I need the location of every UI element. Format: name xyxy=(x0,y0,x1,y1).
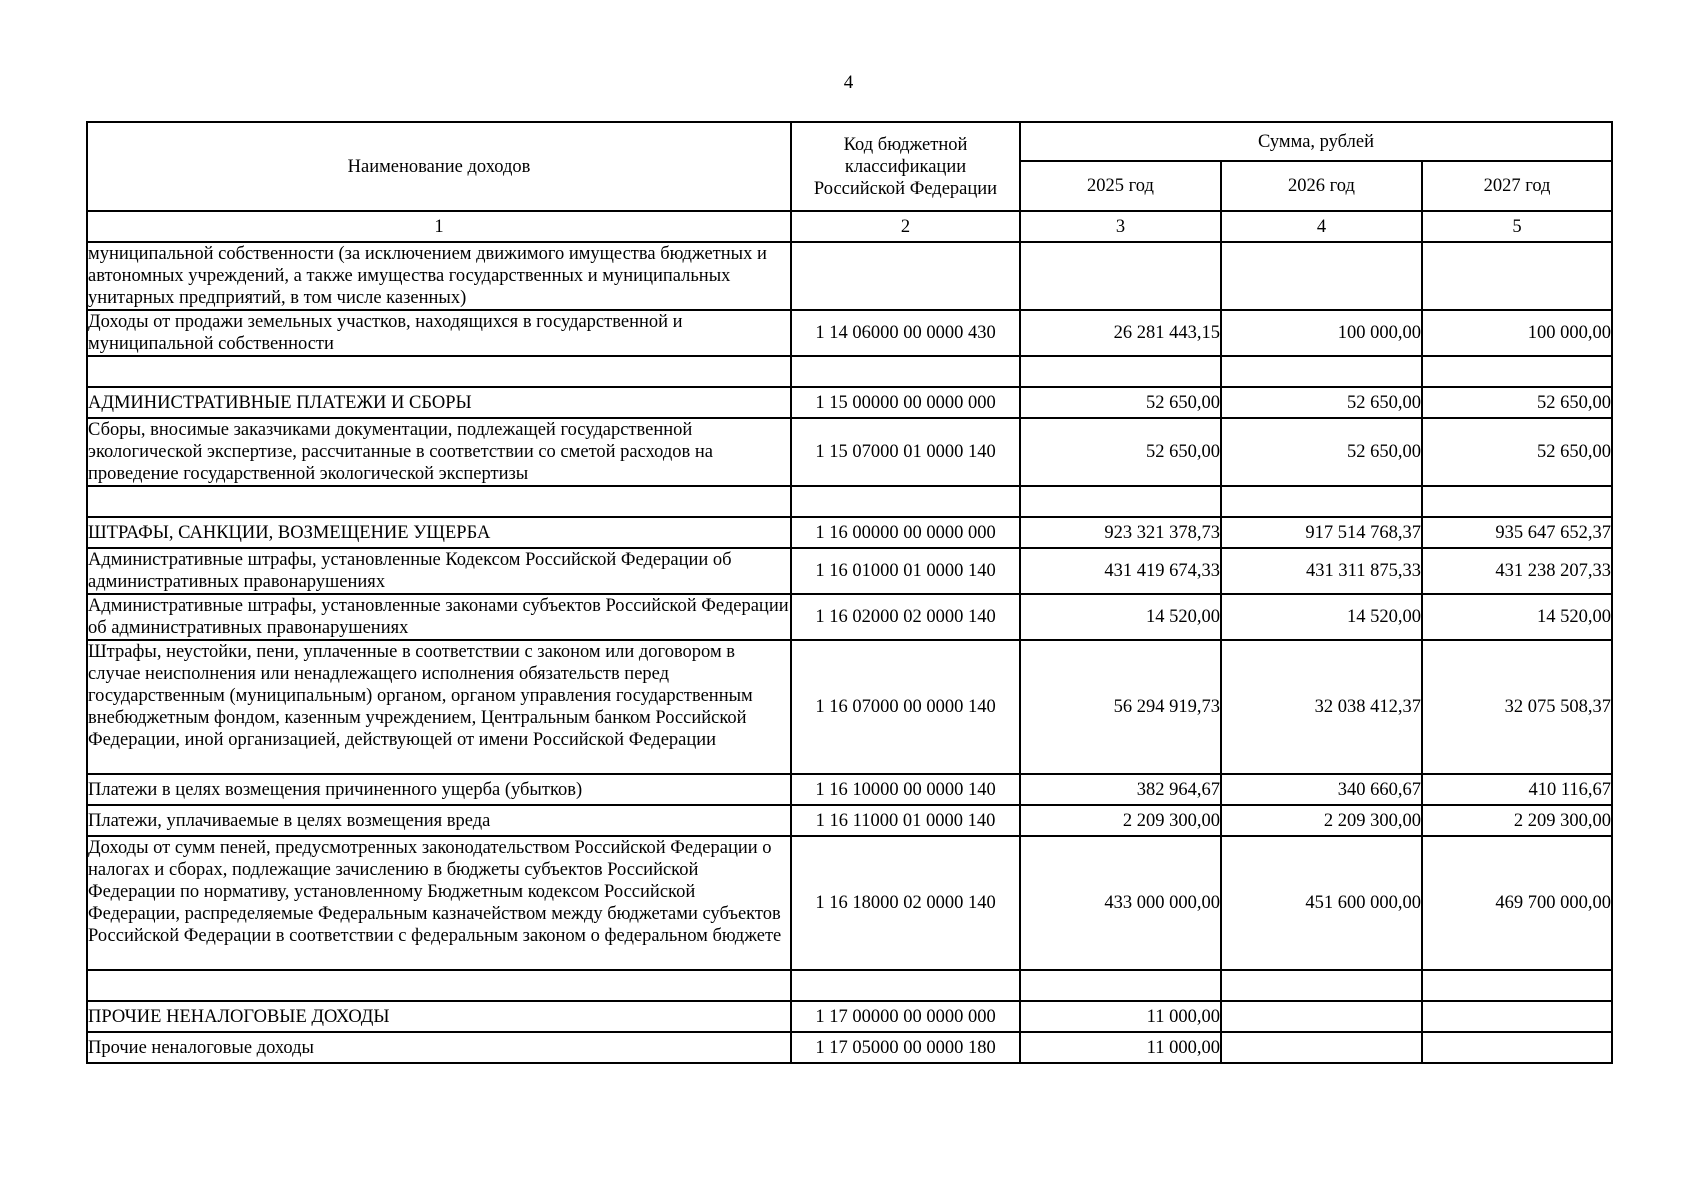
table-row xyxy=(87,310,1612,356)
amount-2027: 469 700 000,00 xyxy=(1422,836,1612,970)
amount-2025: 431 419 674,33 xyxy=(1020,548,1221,594)
amount-2027: 100 000,00 xyxy=(1422,310,1612,356)
table-row xyxy=(87,594,1612,640)
amount-2027 xyxy=(1422,1032,1612,1063)
amount-2025: 52 650,00 xyxy=(1020,387,1221,418)
amount-2026 xyxy=(1221,1001,1422,1032)
budget-code: 1 16 11000 01 0000 140 xyxy=(791,805,1020,836)
amount-2026: 917 514 768,37 xyxy=(1221,517,1422,548)
amount-2026 xyxy=(1221,1032,1422,1063)
budget-code: 1 16 07000 00 0000 140 xyxy=(791,640,1020,774)
amount-2027: 14 520,00 xyxy=(1422,594,1612,640)
table-row xyxy=(87,418,1612,486)
section-name: ШТРАФЫ, САНКЦИИ, ВОЗМЕЩЕНИЕ УЩЕРБА xyxy=(87,517,791,548)
table-row xyxy=(87,242,1612,310)
amount-2026: 2 209 300,00 xyxy=(1221,805,1422,836)
amount-2025: 56 294 919,73 xyxy=(1020,640,1221,774)
section-row xyxy=(87,387,1612,418)
header-sum: Сумма, рублей xyxy=(1020,122,1612,161)
amount-2025: 2 209 300,00 xyxy=(1020,805,1221,836)
amount-2026: 32 038 412,37 xyxy=(1221,640,1422,774)
revenue-name: Административные штрафы, установленные законами субъектов Российской Федерации об административных правонарушениях xyxy=(87,594,791,640)
budget-code xyxy=(791,242,1020,310)
table-row xyxy=(87,774,1612,805)
budget-code: 1 15 07000 01 0000 140 xyxy=(791,418,1020,486)
budget-code: 1 16 10000 00 0000 140 xyxy=(791,774,1020,805)
table-row xyxy=(87,805,1612,836)
amount-2026: 431 311 875,33 xyxy=(1221,548,1422,594)
revenue-name: Платежи, уплачиваемые в целях возмещения вреда xyxy=(87,805,791,836)
amount-2025: 26 281 443,15 xyxy=(1020,310,1221,356)
column-number: 2 xyxy=(791,211,1020,242)
budget-code: 1 16 02000 02 0000 140 xyxy=(791,594,1020,640)
blank-row xyxy=(87,356,1612,387)
amount-2027 xyxy=(1422,242,1612,310)
section-name: АДМИНИСТРАТИВНЫЕ ПЛАТЕЖИ И СБОРЫ xyxy=(87,387,791,418)
amount-2027: 32 075 508,37 xyxy=(1422,640,1612,774)
amount-2025: 11 000,00 xyxy=(1020,1032,1221,1063)
amount-2025: 382 964,67 xyxy=(1020,774,1221,805)
budget-code: 1 17 05000 00 0000 180 xyxy=(791,1032,1020,1063)
revenue-name: муниципальной собственности (за исключением движимого имущества бюджетных и автономных учреждений, а также имущества государственных и муниципальных унитарных предприятий, в том числе казенных) xyxy=(87,242,791,310)
revenue-name: Доходы от сумм пеней, предусмотренных законодательством Российской Федерации о налогах и сборах, подлежащие зачислению в бюджеты субъектов Российской Федерации по нормативу, установленному Бюджетным кодексом Российской Федерации, распределяемые Федеральным казначейством между бюджетами субъектов Российской Федерации в соответствии с федеральным законом о федеральном бюджете xyxy=(87,836,791,970)
amount-2027: 2 209 300,00 xyxy=(1422,805,1612,836)
revenue-name: Административные штрафы, установленные Кодексом Российской Федерации об административных правонарушениях xyxy=(87,548,791,594)
amount-2027: 935 647 652,37 xyxy=(1422,517,1612,548)
header-year-2025: 2025 год xyxy=(1020,161,1221,211)
table-row xyxy=(87,548,1612,594)
amount-2026 xyxy=(1221,242,1422,310)
amount-2026: 14 520,00 xyxy=(1221,594,1422,640)
table-row xyxy=(87,836,1612,970)
amount-2027: 410 116,67 xyxy=(1422,774,1612,805)
header-name: Наименование доходов xyxy=(87,122,791,211)
revenue-name: Доходы от продажи земельных участков, находящихся в государственной и муниципальной собственности xyxy=(87,310,791,356)
section-name: ПРОЧИЕ НЕНАЛОГОВЫЕ ДОХОДЫ xyxy=(87,1001,791,1032)
amount-2026: 340 660,67 xyxy=(1221,774,1422,805)
header-code: Код бюджетной классификации Российской Федерации xyxy=(791,122,1020,211)
amount-2027: 52 650,00 xyxy=(1422,418,1612,486)
column-number: 1 xyxy=(87,211,791,242)
amount-2026: 451 600 000,00 xyxy=(1221,836,1422,970)
column-number: 4 xyxy=(1221,211,1422,242)
budget-code: 1 16 01000 01 0000 140 xyxy=(791,548,1020,594)
header-year-2026: 2026 год xyxy=(1221,161,1422,211)
revenue-name: Сборы, вносимые заказчиками документации, подлежащей государственной экологической экспертизе, рассчитанные в соответствии со сметой расходов на проведение государственной экологической экспертизы xyxy=(87,418,791,486)
revenue-name: Прочие неналоговые доходы xyxy=(87,1032,791,1063)
blank-row xyxy=(87,970,1612,1001)
amount-2025: 433 000 000,00 xyxy=(1020,836,1221,970)
column-number: 3 xyxy=(1020,211,1221,242)
revenue-table xyxy=(86,121,1613,1064)
amount-2027: 52 650,00 xyxy=(1422,387,1612,418)
header-year-2027: 2027 год xyxy=(1422,161,1612,211)
section-row xyxy=(87,517,1612,548)
amount-2025: 923 321 378,73 xyxy=(1020,517,1221,548)
page-number: 4 xyxy=(843,72,854,93)
amount-2025: 52 650,00 xyxy=(1020,418,1221,486)
table-row xyxy=(87,640,1612,774)
blank-row xyxy=(87,486,1612,517)
table-row xyxy=(87,1032,1612,1063)
budget-code: 1 15 00000 00 0000 000 xyxy=(791,387,1020,418)
section-row xyxy=(87,1001,1612,1032)
budget-code: 1 14 06000 00 0000 430 xyxy=(791,310,1020,356)
amount-2026: 52 650,00 xyxy=(1221,418,1422,486)
amount-2027: 431 238 207,33 xyxy=(1422,548,1612,594)
budget-code: 1 16 18000 02 0000 140 xyxy=(791,836,1020,970)
amount-2027 xyxy=(1422,1001,1612,1032)
revenue-name: Штрафы, неустойки, пени, уплаченные в соответствии с законом или договором в случае неисполнения или ненадлежащего исполнения обязательств перед государственным (муниципальным) органом, органом управления государственным внебюджетным фондом, казенным учреждением, Центральным банком Российской Федерации, иной организацией, действующей от имени Российской Федерации xyxy=(87,640,791,774)
budget-code: 1 17 00000 00 0000 000 xyxy=(791,1001,1020,1032)
amount-2026: 100 000,00 xyxy=(1221,310,1422,356)
amount-2026: 52 650,00 xyxy=(1221,387,1422,418)
amount-2025 xyxy=(1020,242,1221,310)
budget-code: 1 16 00000 00 0000 000 xyxy=(791,517,1020,548)
amount-2025: 14 520,00 xyxy=(1020,594,1221,640)
amount-2025: 11 000,00 xyxy=(1020,1001,1221,1032)
revenue-name: Платежи в целях возмещения причиненного ущерба (убытков) xyxy=(87,774,791,805)
column-number: 5 xyxy=(1422,211,1612,242)
